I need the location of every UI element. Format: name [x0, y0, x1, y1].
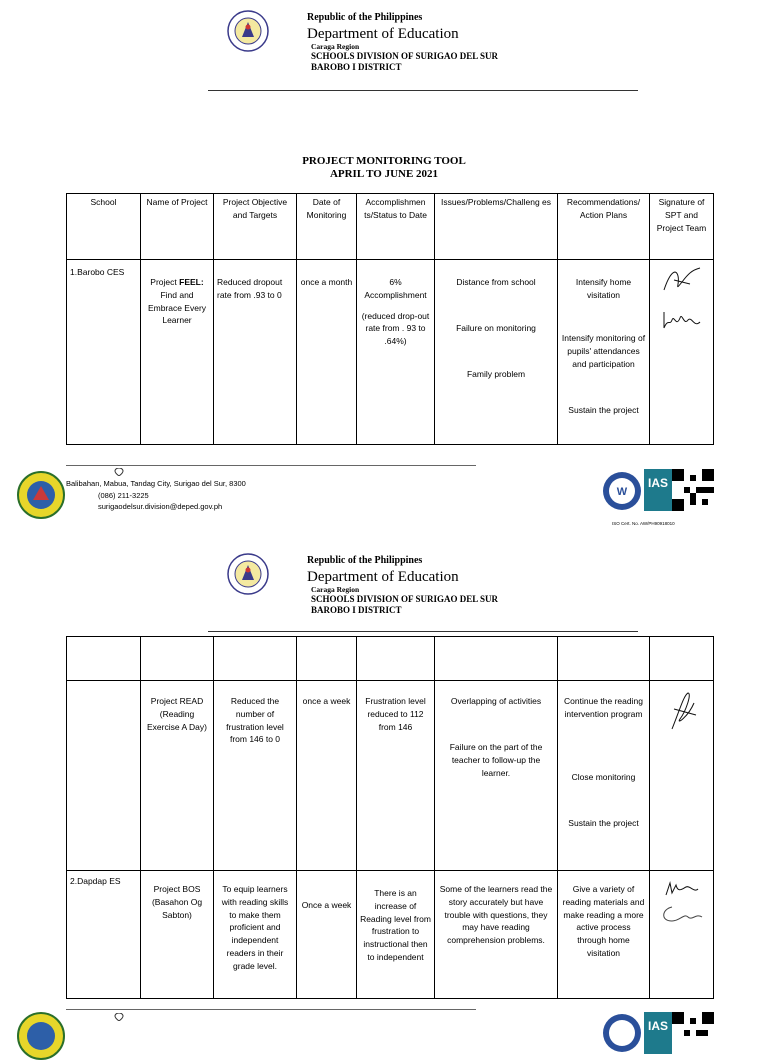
qr-code-icon: [672, 469, 714, 511]
recommendations-cell: Continue the reading intervention program Close monitoring Sustain the project: [558, 681, 650, 871]
footer-divider: [66, 1009, 476, 1010]
ias-badge: IAS: [644, 1012, 672, 1054]
signature-icon: [660, 306, 704, 336]
signature-icon: [660, 262, 704, 298]
accomplishment-cell: 6% Accomplishment (reduced drop-out rate from . 93 to .64%): [357, 260, 435, 445]
recommendations-cell: Give a variety of reading materials and make reading a more active process through home visitation: [558, 871, 650, 999]
title-line-2: APRIL TO JUNE 2021: [329, 168, 439, 181]
school-cell: 1.Barobo CES: [67, 260, 141, 445]
iso-certification-icon: [602, 1013, 642, 1053]
header-divider: [208, 631, 638, 632]
header-block: [307, 12, 498, 72]
signature-cell: [650, 871, 714, 999]
iso-cert-text: ISO Cert. No. AW/PH90918010: [612, 521, 675, 526]
school-cell: 2.Dapdap ES: [67, 871, 141, 999]
deped-seal-icon: [227, 553, 269, 595]
footer-divider: [66, 465, 476, 466]
table-row: [67, 260, 714, 445]
deped-seal-icon: [227, 10, 269, 52]
republic-text: Republic of the Philippines: [307, 555, 423, 566]
department-title: Department of Education: [307, 568, 459, 585]
title-line-1: PROJECT MONITORING TOOL: [302, 155, 466, 167]
phone-text: (086) 211-3225: [98, 490, 149, 500]
objective-cell: Reduced the number of frustration level from 146 to 0: [214, 681, 297, 871]
qr-code-icon: [672, 1012, 714, 1054]
issues-cell: Distance from school Failure on monitoring Family problem: [435, 260, 558, 445]
monitoring-table: [66, 193, 714, 445]
accomplishment-cell: There is an increase of Reading level from frustration to instructional then to independent: [357, 871, 435, 999]
table-row: [67, 681, 714, 871]
footer-contact: [66, 478, 246, 513]
header-divider: [208, 90, 638, 91]
district-text: BAROBO I DISTRICT: [311, 61, 402, 72]
date-cell: Once a week: [297, 871, 357, 999]
project-name-cell: Project BOS (Basahon Og Sabton): [141, 871, 214, 999]
issues-cell: Some of the learners read the story accurately but have trouble with questions, they may have reading comprehension problems.: [435, 871, 558, 999]
signature-icon: [662, 689, 702, 733]
date-cell: once a month: [297, 260, 357, 445]
page-2: [0, 543, 768, 1033]
table-row: [67, 871, 714, 999]
date-cell: once a week: [297, 681, 357, 871]
recommendations-cell: Intensify home visitation Intensify monitoring of pupils' attendances and participation Sustain the project: [558, 260, 650, 445]
region-text: Caraga Region: [311, 584, 360, 594]
objective-cell: To equip learners with reading skills to make them proficient and independent readers in their grade level.: [214, 871, 297, 999]
school-cell: [67, 681, 141, 871]
division-text: SCHOOLS DIVISION OF SURIGAO DEL SUR: [311, 51, 498, 62]
address-text: Balibahan, Mabua, Tandag City, Surigao del Sur, 8300: [66, 479, 246, 488]
column-header: Project Objective and Targets: [214, 194, 297, 260]
division-text: SCHOOLS DIVISION OF SURIGAO DEL SUR: [311, 594, 498, 605]
document-title: [0, 155, 768, 181]
issues-cell: Overlapping of activities Failure on the part of the teacher to follow-up the learner.: [435, 681, 558, 871]
district-text: BAROBO I DISTRICT: [311, 604, 402, 615]
column-header: Issues/Problems/Challeng es: [435, 194, 558, 260]
signature-cell: [650, 681, 714, 871]
column-header: School: [67, 194, 141, 260]
column-header: Accomplishmen ts/Status to Date: [357, 194, 435, 260]
project-name-cell: Project READ (Reading Exercise A Day): [141, 681, 214, 871]
column-header: Date of Monitoring: [297, 194, 357, 260]
accomplishment-cell: Frustration level reduced to 112 from 146: [357, 681, 435, 871]
signature-cell: [650, 260, 714, 445]
signature-icon: [660, 879, 704, 899]
monitoring-table-continued: [66, 636, 714, 999]
department-title: Department of Education: [307, 25, 459, 42]
division-logo-icon: [16, 470, 66, 520]
location-icon: [114, 1013, 124, 1021]
objective-cell: Reduced dropout rate from .93 to 0: [214, 260, 297, 445]
column-header: Name of Project: [141, 194, 214, 260]
column-header: Signature of SPT and Project Team: [650, 194, 714, 260]
signature-icon: [658, 903, 706, 925]
table-header-row: [67, 194, 714, 260]
location-icon: [114, 468, 124, 476]
column-header: Recommendations/ Action Plans: [558, 194, 650, 260]
ias-badge: IAS: [644, 469, 672, 511]
division-logo-icon: [16, 1011, 66, 1061]
region-text: Caraga Region: [311, 41, 360, 51]
republic-text: Republic of the Philippines: [307, 12, 423, 23]
header-block: [307, 555, 498, 615]
project-name-cell: Project FEEL: Find and Embrace Every Learner: [141, 260, 214, 445]
table-row-empty: [67, 637, 714, 681]
svg-text:W: W: [616, 486, 628, 498]
email-text: surigaodelsur.division@deped.gov.ph: [98, 502, 223, 512]
iso-certification-icon: [602, 471, 642, 511]
